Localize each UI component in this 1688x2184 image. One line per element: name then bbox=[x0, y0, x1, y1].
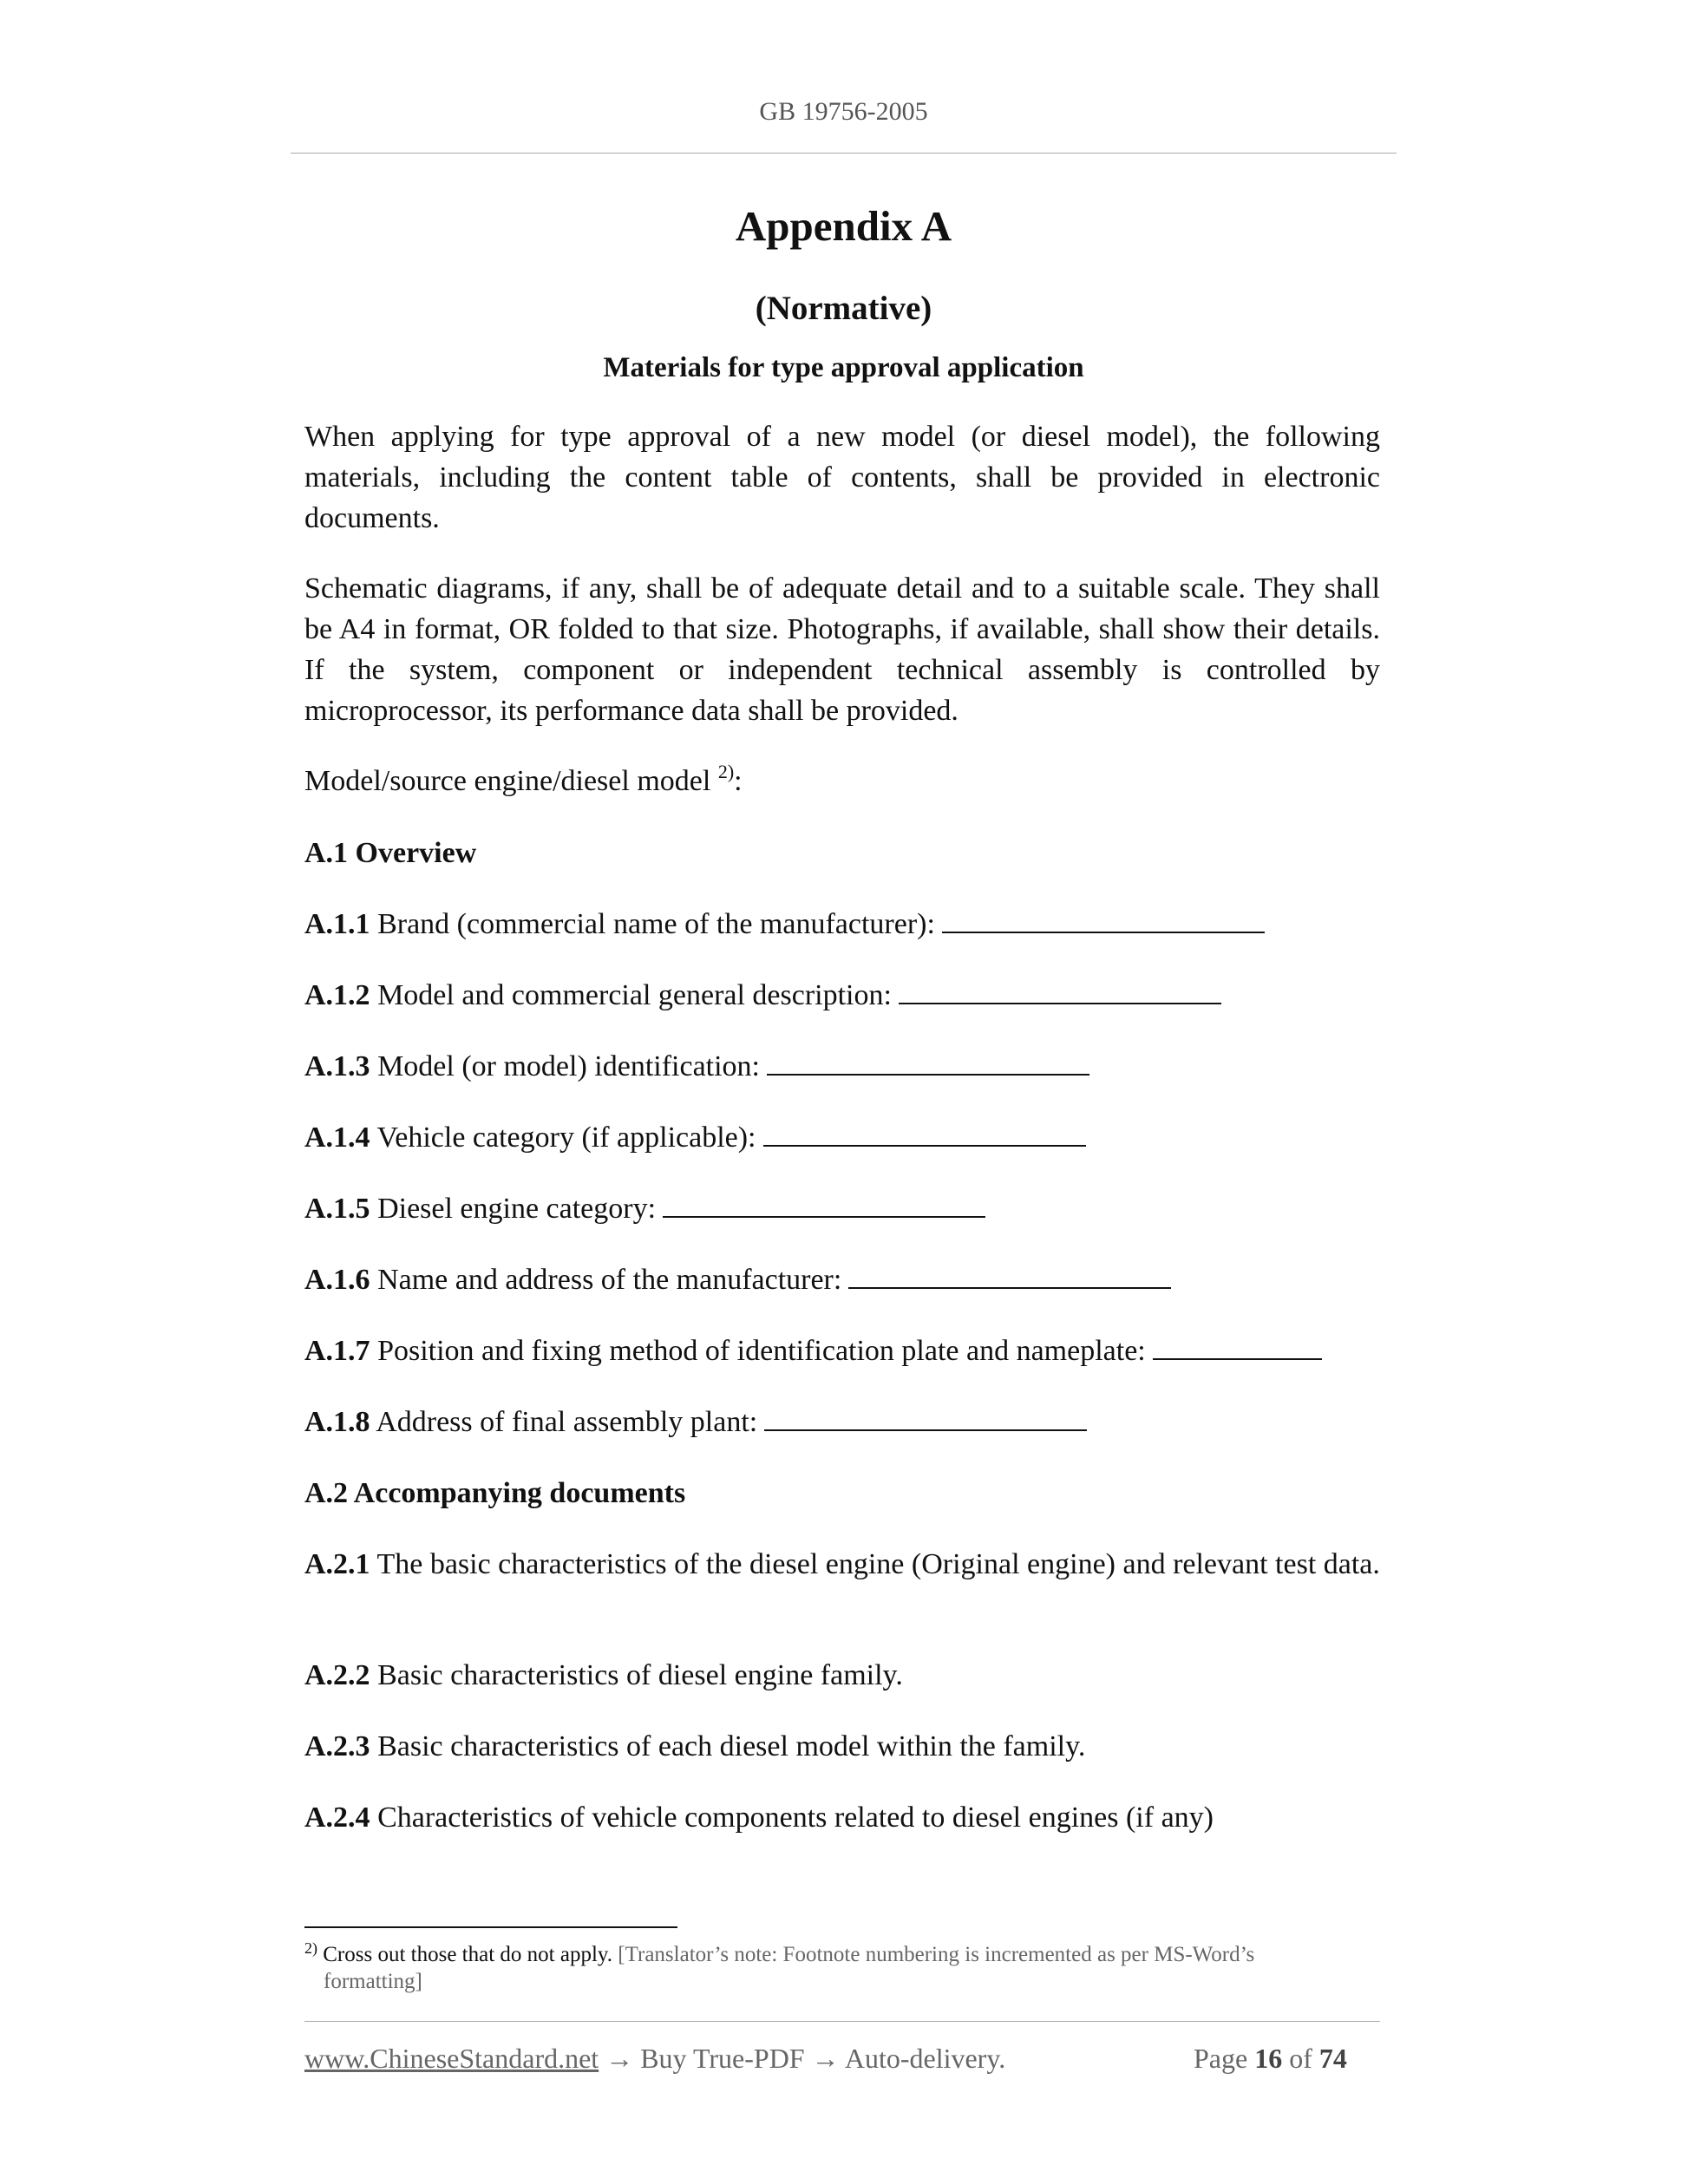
list-item-a2-4 bbox=[304, 1797, 1380, 1838]
item-text: Basic characteristics of diesel engine family. bbox=[377, 1659, 903, 1691]
item-number: A.1.8 bbox=[304, 1406, 370, 1438]
of-label: of bbox=[1289, 2043, 1312, 2074]
item-number: A.1.7 bbox=[304, 1335, 370, 1367]
footnote-divider bbox=[304, 1926, 677, 1928]
footer-links bbox=[304, 2043, 1005, 2075]
blank-field[interactable] bbox=[763, 1145, 1086, 1147]
page-label: Page bbox=[1194, 2043, 1248, 2074]
model-line-suffix: : bbox=[734, 765, 743, 797]
page-title: Appendix A bbox=[735, 202, 952, 250]
model-line bbox=[304, 761, 1380, 801]
item-label: Brand (commercial name of the manufacturer): bbox=[377, 908, 935, 940]
page-subtitle: (Normative) bbox=[755, 290, 932, 327]
item-number: A.2.3 bbox=[304, 1730, 370, 1762]
arrow-icon: → bbox=[605, 2043, 634, 2074]
model-line-text: Model/source engine/diesel model bbox=[304, 765, 718, 797]
section-heading-a2: A.2 Accompanying documents bbox=[304, 1477, 686, 1509]
item-number: A.1.5 bbox=[304, 1193, 370, 1225]
document-header: GB 19756-2005 bbox=[759, 97, 928, 126]
item-number: A.2.2 bbox=[304, 1659, 370, 1691]
blank-field[interactable] bbox=[663, 1216, 985, 1218]
item-number: A.2.1 bbox=[304, 1548, 370, 1580]
page-indicator bbox=[1194, 2043, 1347, 2075]
blank-field[interactable] bbox=[1153, 1358, 1322, 1360]
item-label: Vehicle category (if applicable): bbox=[376, 1121, 756, 1154]
blank-field[interactable] bbox=[942, 932, 1265, 933]
buy-pdf-link[interactable]: Buy True-PDF bbox=[640, 2043, 805, 2074]
item-number: A.1.3 bbox=[304, 1050, 370, 1082]
form-item-a1-3 bbox=[304, 1046, 1380, 1087]
item-number: A.1.2 bbox=[304, 979, 370, 1011]
website-link[interactable]: www.ChineseStandard.net bbox=[304, 2043, 599, 2074]
item-number: A.1.6 bbox=[304, 1264, 370, 1296]
blank-field[interactable] bbox=[767, 1074, 1089, 1076]
item-text: The basic characteristics of the diesel engine (Original engine) and relevant test data. bbox=[376, 1548, 1380, 1580]
item-label: Model (or model) identification: bbox=[377, 1050, 760, 1082]
footnote-text: Cross out those that do not apply. bbox=[323, 1943, 613, 1966]
paragraph-schematics: Schematic diagrams, if any, shall be of adequate detail and to a suitable scale. They shall be A4 in format, OR folded to that size. Photographs, if available, shall show their details. If the system, component or independent technical assembly is controlled by microprocessor, its performance data shall be provided. bbox=[304, 572, 1380, 727]
item-label: Name and address of the manufacturer: bbox=[377, 1264, 842, 1296]
footer-divider bbox=[304, 2021, 1380, 2022]
list-item-a2-2 bbox=[304, 1655, 1380, 1696]
item-label: Position and fixing method of identification plate and nameplate: bbox=[377, 1335, 1146, 1367]
footnote-number: 2) bbox=[304, 1939, 317, 1957]
item-text: Characteristics of vehicle components related to diesel engines (if any) bbox=[377, 1801, 1214, 1834]
blank-field[interactable] bbox=[899, 1003, 1221, 1004]
form-item-a1-5 bbox=[304, 1188, 1380, 1229]
list-item-a2-3 bbox=[304, 1726, 1380, 1767]
footnote bbox=[304, 1941, 1380, 1995]
item-number: A.1.4 bbox=[304, 1121, 370, 1154]
header-divider bbox=[291, 153, 1397, 154]
translator-note-continued: formatting] bbox=[324, 1970, 422, 1993]
item-label: Model and commercial general description: bbox=[377, 979, 892, 1011]
section-heading-a1: A.1 Overview bbox=[304, 837, 477, 869]
auto-delivery-text: Auto-delivery. bbox=[844, 2043, 1006, 2074]
item-number: A.2.4 bbox=[304, 1801, 370, 1834]
blank-field[interactable] bbox=[848, 1287, 1171, 1289]
form-item-a1-1 bbox=[304, 904, 1380, 945]
blank-field[interactable] bbox=[764, 1429, 1087, 1431]
form-item-a1-4 bbox=[304, 1117, 1380, 1158]
item-text: Basic characteristics of each diesel model within the family. bbox=[377, 1730, 1086, 1762]
page-number: 16 bbox=[1254, 2043, 1283, 2074]
form-item-a1-6 bbox=[304, 1259, 1380, 1300]
footnote-ref: 2) bbox=[717, 761, 735, 782]
item-label: Diesel engine category: bbox=[377, 1193, 657, 1225]
form-item-a1-7 bbox=[304, 1331, 1380, 1371]
arrow-icon: → bbox=[811, 2043, 840, 2074]
page-total: 74 bbox=[1318, 2043, 1347, 2074]
section-title: Materials for type approval application bbox=[603, 352, 1084, 383]
translator-note: [Translator’s note: Footnote numbering is incremented as per MS-Word’s bbox=[618, 1943, 1255, 1966]
form-item-a1-2 bbox=[304, 975, 1380, 1016]
item-number: A.1.1 bbox=[304, 908, 370, 940]
paragraph-intro: When applying for type approval of a new model (or diesel model), the following materials, including the content table of contents, shall be provided in electronic documents. bbox=[304, 421, 1380, 534]
item-label: Address of final assembly plant: bbox=[376, 1406, 758, 1438]
list-item-a2-1 bbox=[304, 1544, 1380, 1585]
form-item-a1-8 bbox=[304, 1402, 1380, 1442]
